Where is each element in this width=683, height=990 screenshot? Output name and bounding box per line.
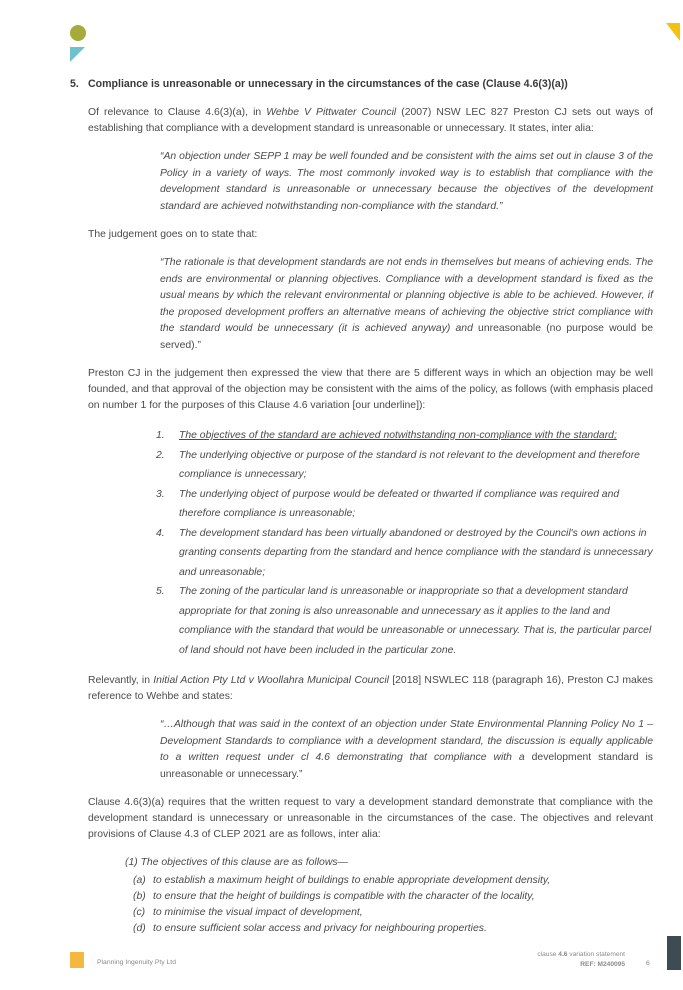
list-item: (b) to ensure that the height of buildings is compatible with the character of the locality, [133,891,535,902]
quote3-upright: development standard is unreasonable or unnecessary.” [160,752,653,780]
case-name-initial-action: Initial Action Pty Ltd v Woollahra Municipal Council [153,675,389,686]
list-item: (a) to establish a maximum height of buildings to enable appropriate development density, [133,875,551,886]
paragraph-clause-requirement: Clause 4.6(3)(a) requires that the written request to vary a development standard demonstrate that compliance with the development standard is unnecessary or unreasonable in the circumstances of the case. The objectives and relevant provisions of Clause 4.3 of CLEP 2021 are as follows, inter alia: [88,797,653,840]
quote3-italic: “…Although that was said in the context of an objection under State Environmental Planning Policy No 1 – Development Standards to compliance with a development standard, the discussion is equally applicable to a written request under cl 4.6 demonstrating that compliance with a [160,719,653,763]
logo-circle-icon [70,25,86,41]
footer-ref: REF: M240095 [580,961,625,968]
quote-sepp1: “An objection under SEPP 1 may be well founded and be consistent with the aims set out in clause 3 of the Policy in a variety of ways. The most commonly invoked way is to establish that compliance with the development standard is unreasonable or unnecessary because the objectives of the development standard are achieved notwithstanding non-compliance with the standard.” [160,151,653,212]
list-item: 3. The underlying object of purpose would be defeated or thwarted if compliance was required and therefore compliance is unreasonable; [156,488,620,519]
list-item: 5. The zoning of the particular land is unreasonable or inappropriate so that a development standard appropriate for that zoning is also unreasonable and unnecessary as it applies to the land and compliance with the standard that would be unreasonable or unnecessary. That is, the particular parcel of land should not have been included in the particular zone. [156,586,652,656]
five-ways-list [70,426,653,660]
section-title: Compliance is unreasonable or unnecessary in the circumstances of the case (Clause 4.6(3)(a)) [88,78,568,90]
paragraph-judgement: The judgement goes on to state that: [88,229,258,240]
paragraph-wehbe [70,105,653,137]
document-body [70,76,653,937]
paragraph-five-ways: Preston CJ in the judgement then expressed the view that there are 5 different ways in which an objection may be well founded, and that approval of the objection may be consistent with the aims of the policy, as follows (with emphasis placed on number 1 for the purposes of this Clause 4.6 variation [our underline]): [88,368,653,411]
list-item: (d) to ensure sufficient solar access and privacy for neighbouring properties. [133,923,487,934]
clause-objectives-list [70,873,653,937]
section-number: 5. [70,78,79,90]
list-item: 2. The underlying objective or purpose of the standard is not relevant to the development and therefore compliance is unnecessary; [156,449,640,480]
quote-rationale [160,255,653,354]
clause-objectives-heading: (1) The objectives of this clause are as follows— [125,857,348,868]
footer-doc-info [537,950,625,970]
list-item: 1. The objectives of the standard are achieved notwithstanding non-compliance with the standard; [156,430,617,441]
para4-pre: Relevantly, in [88,675,154,686]
case-name-wehbe: Wehbe V Pittwater Council [266,107,397,118]
footer-logo-icon [70,952,84,968]
footer-bar-icon [667,936,681,970]
logo-triangle-icon [70,47,85,62]
para1-pre: Of relevance to Clause 4.6(3)(a), in [88,107,267,118]
quote2-upright: unreasonable (no purpose would be served).” [160,323,654,351]
corner-accent-icon [666,23,680,41]
quote-initial-action [160,717,653,783]
footer-company: Planning Ingenuity Pty Ltd [97,959,176,966]
section-heading [70,76,653,92]
list-item: (c) to minimise the visual impact of development, [133,907,363,918]
para1-post: (2007) NSW LEC 827 Preston CJ sets out ways of establishing that compliance with a development standard is unreasonable or unnecessary. It states, inter alia: [88,107,654,134]
para4-post: [2018] NSWLEC 118 (paragraph 16), Preston CJ makes reference to Wehbe and states: [88,675,653,702]
page-number: 6 [646,960,650,967]
footer-doc-title: clause 4.6 variation statement [537,951,625,958]
paragraph-initial-action [70,673,653,705]
quote2-italic: “The rationale is that development standards are not ends in themselves but means of achieving ends. The ends are environmental or planning objectives. Compliance with a development standard is fixed as the usual means by which the relevant environmental or planning objective is able to be achieved. However, if the proposed development proffers an alternative means of achieving the objective strict compliance with the standard would be unnecessary (it is achieved anyway) and [160,257,653,334]
list-item: 4. The development standard has been virtually abandoned or destroyed by the Council's own actions in granting consents departing from the standard and hence compliance with the standard is unnecessary and unreasonable; [156,527,653,578]
